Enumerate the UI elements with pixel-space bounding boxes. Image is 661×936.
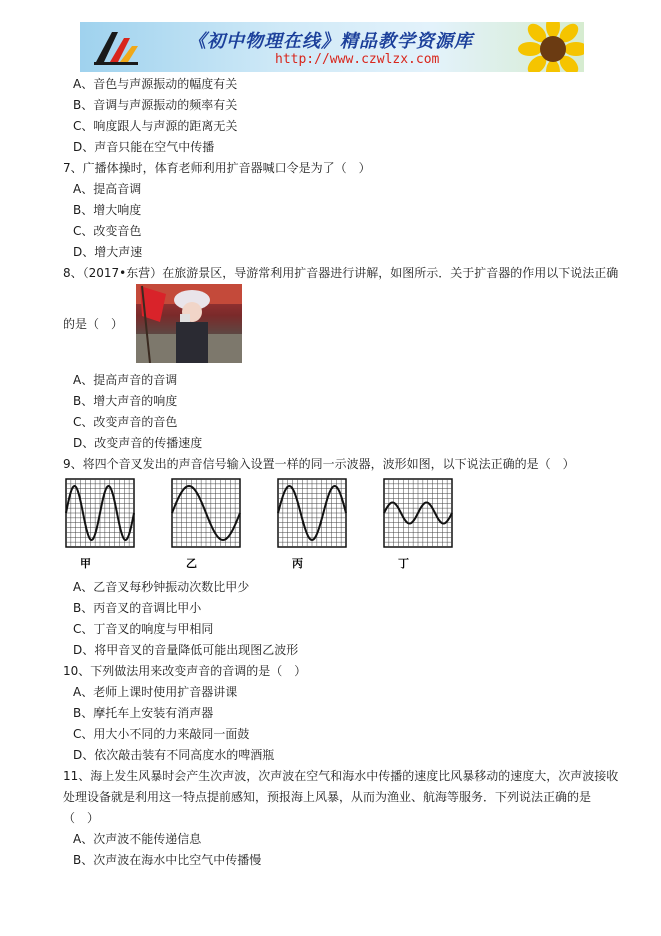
logo-icon — [90, 26, 140, 68]
answer-option: D、依次敲击装有不同高度水的啤酒瓶 — [73, 748, 275, 762]
answer-option: C、丁音叉的响度与甲相同 — [73, 622, 214, 636]
question-stem: 处理设备就是利用这一特点提前感知，预报海上风暴，从而为渔业、航海等服务．下列说法正确的是 — [63, 790, 592, 804]
scope-label: 甲 — [80, 557, 91, 570]
header-banner — [80, 22, 584, 72]
sunflower-icon — [518, 22, 584, 72]
answer-option: B、音调与声源振动的频率有关 — [73, 98, 238, 112]
answer-option: D、声音只能在空气中传播 — [73, 140, 215, 154]
tour-guide-image — [136, 284, 242, 363]
answer-option: A、提高音调 — [73, 182, 142, 196]
question-stem: （ ） — [63, 811, 100, 825]
oscilloscope-4 — [384, 479, 452, 570]
answer-option: D、将甲音叉的音量降低可能出现图乙波形 — [73, 643, 299, 657]
answer-option: B、增大响度 — [73, 203, 142, 217]
question-stem: 8、（2017•东营）在旅游景区，导游常利用扩音器进行讲解，如图所示．关于扩音器的作用以下说法正确 — [63, 266, 619, 280]
answer-option: B、次声波在海水中比空气中传播慢 — [73, 853, 262, 867]
answer-option: B、增大声音的响度 — [73, 394, 178, 408]
answer-option: A、次声波不能传递信息 — [73, 832, 202, 846]
answer-option: D、改变声音的传播速度 — [73, 436, 203, 450]
answer-option: C、改变声音的音色 — [73, 415, 178, 429]
banner-url: http://www.czwlzx.com — [275, 52, 440, 67]
oscilloscope-3 — [278, 479, 346, 570]
tour-guide-photo — [136, 284, 242, 363]
banner-title: 《初中物理在线》精品教学资源库 — [188, 31, 473, 52]
oscilloscope-2 — [172, 479, 240, 570]
answer-option: A、乙音叉每秒钟振动次数比甲少 — [73, 580, 250, 594]
answer-option: B、摩托车上安装有消声器 — [73, 706, 214, 720]
answer-option: D、增大声速 — [73, 245, 143, 259]
answer-option: C、响度跟人与声源的距离无关 — [73, 119, 238, 133]
question-stem: 10、下列做法用来改变声音的音调的是（ ） — [63, 664, 307, 678]
question-stem: 的是（ ） — [63, 317, 124, 331]
scope-label: 丁 — [398, 557, 409, 570]
answer-option: B、丙音叉的音调比甲小 — [73, 601, 202, 615]
answer-option: A、音色与声源振动的幅度有关 — [73, 77, 238, 91]
scope-label: 乙 — [186, 557, 197, 570]
question-stem: 11、海上发生风暴时会产生次声波，次声波在空气和海水中传播的速度比风暴移动的速度大，次声波接收 — [63, 769, 619, 783]
answer-option: A、提高声音的音调 — [73, 373, 178, 387]
oscilloscope-1 — [66, 479, 134, 570]
answer-option: A、老师上课时使用扩音器讲课 — [73, 685, 238, 699]
question-stem: 9、将四个音叉发出的声音信号输入设置一样的同一示波器，波形如图，以下说法正确的是（ ） — [63, 457, 575, 471]
question-stem: 7、广播体操时，体育老师利用扩音器喊口令是为了（ ） — [63, 161, 371, 175]
answer-option: C、改变音色 — [73, 224, 142, 238]
oscilloscope-waveforms — [64, 477, 464, 572]
scope-label: 丙 — [292, 557, 303, 570]
answer-option: C、用大小不同的力来敲同一面鼓 — [73, 727, 250, 741]
